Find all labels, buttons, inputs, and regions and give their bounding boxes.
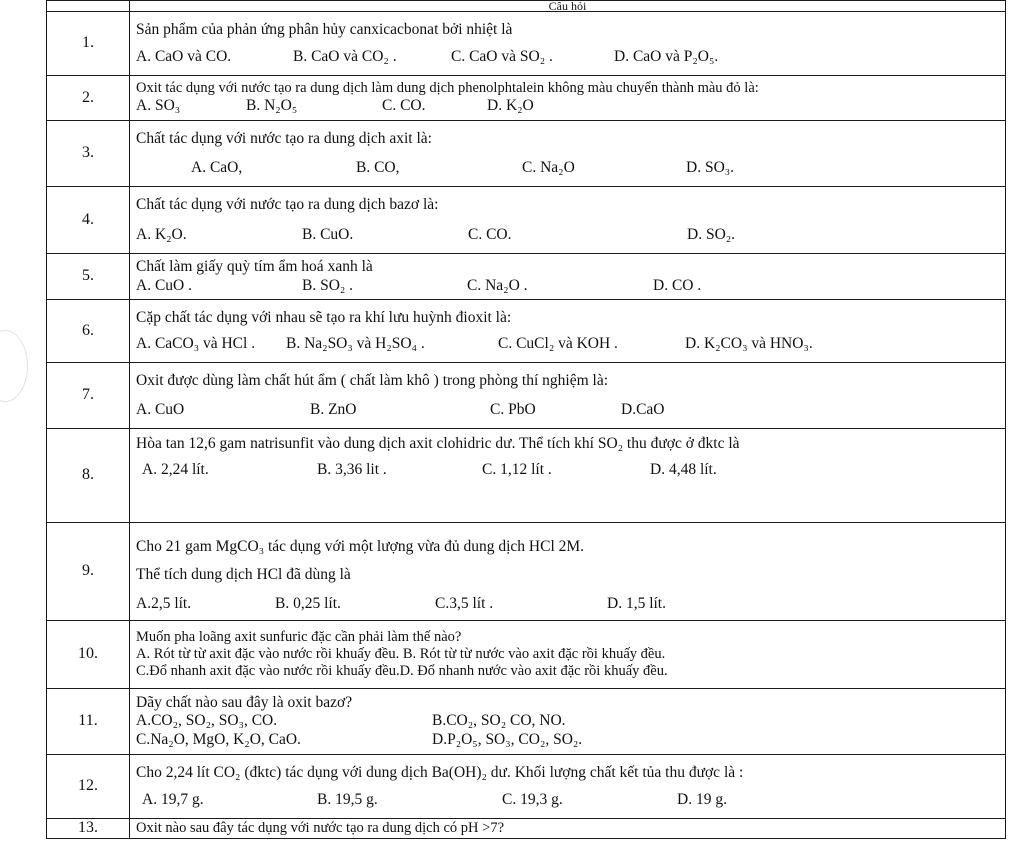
option-b: B. ZnO <box>310 400 357 418</box>
option-c: C. Na₂O <box>522 158 575 176</box>
answer-options <box>136 159 999 177</box>
option-a: A. K₂O. <box>136 225 187 243</box>
question-text: Chất làm giấy quỳ tím ẩm hoá xanh là <box>136 258 373 276</box>
question-row <box>47 523 1006 621</box>
option-c: C. CuCl₂ và KOH . <box>498 335 618 352</box>
question-row <box>47 621 1006 689</box>
question-text: Oxit tác dụng với nước tạo ra dung dịch làm dung dịch phenolphtalein không màu chuyển thành màu đỏ là: <box>136 80 759 97</box>
question-content <box>130 300 1006 363</box>
option-d: D. 1,5 lít. <box>607 594 666 612</box>
question-text: Muốn pha loãng axit sunfuric đặc cần phải làm thế nào? <box>136 628 462 645</box>
question-text: Oxit nào sau đây tác dụng với nước tạo ra dung dịch có pH >7? <box>136 819 505 836</box>
option-d: D. SO₂. <box>687 225 736 243</box>
option-b: B.CO₂, SO₂ CO, NO. <box>432 712 566 730</box>
question-content <box>130 121 1006 187</box>
question-number: 10. <box>47 621 130 689</box>
question-text: A. Rót từ từ axit đặc vào nước rồi khuấy đều. B. Rót từ từ nước vào axit đặc rồi khuấy đều. <box>136 645 666 662</box>
answer-options <box>136 595 999 613</box>
option-d: D. CaO và P₂O₅. <box>614 47 719 65</box>
question-row <box>47 429 1006 523</box>
question-content <box>130 76 1006 121</box>
question-text: Chất tác dụng với nước tạo ra dung dịch axit là: <box>136 130 432 148</box>
option-c: C. CO. <box>468 225 512 243</box>
option-a: A. CaCO₃ và HCl . <box>136 335 256 352</box>
question-number: 11. <box>47 689 130 755</box>
option-a: A. CuO <box>136 400 185 418</box>
option-d: D. 19 g. <box>677 790 727 808</box>
question-text: Sản phẩm của phản ứng phân hủy canxicacbonat bởi nhiệt là <box>136 21 513 39</box>
answer-options <box>136 791 999 809</box>
question-content <box>130 429 1006 523</box>
question-row <box>47 76 1006 121</box>
option-d: D.CaO <box>621 400 665 418</box>
option-a: A.2,5 lít. <box>136 594 192 612</box>
question-number: 3. <box>47 121 130 187</box>
question-text: Cho 21 gam MgCO₃ tác dụng với một lượng vừa đủ dung dịch HCl 2M. <box>136 538 585 556</box>
question-row <box>47 363 1006 429</box>
question-row <box>47 121 1006 187</box>
option-b: B. 19,5 g. <box>317 790 378 808</box>
answer-options <box>136 277 999 295</box>
question-content <box>130 363 1006 429</box>
question-content <box>130 187 1006 254</box>
option-c: C. PbO <box>490 400 536 418</box>
option-c: C. CO. <box>382 97 426 115</box>
question-sheet <box>46 0 1006 856</box>
question-row <box>47 300 1006 363</box>
option-d: D. K₂O <box>487 97 534 115</box>
question-number: 8. <box>47 429 130 523</box>
question-content <box>130 621 1006 689</box>
question-row <box>47 755 1006 819</box>
question-content <box>130 755 1006 819</box>
option-b: B. 3,36 lit . <box>317 461 387 479</box>
question-content <box>130 254 1006 300</box>
answer-options <box>136 461 999 479</box>
option-a: A. CaO, <box>191 158 243 176</box>
answer-options <box>136 712 999 730</box>
question-text: Oxit được dùng làm chất hút ẩm ( chất làm khô ) trong phòng thí nghiệm là: <box>136 372 609 390</box>
option-d: D. 4,48 lít. <box>650 461 717 479</box>
option-d: D. K₂CO₃ và HNO₃. <box>685 335 813 352</box>
question-number: 7. <box>47 363 130 429</box>
option-c: C. 1,12 lít . <box>482 461 552 479</box>
question-number: 5. <box>47 254 130 300</box>
question-row <box>47 819 1006 839</box>
option-c: C. CaO và SO₂ . <box>451 47 553 65</box>
option-b: B. N₂O₅ <box>246 97 298 115</box>
question-number: 1. <box>47 12 130 76</box>
question-content <box>130 819 1006 839</box>
question-text: Hòa tan 12,6 gam natrisunfit vào dung dịch axit clohidric dư. Thể tích khí SO₂ thu được ở đktc là <box>136 435 740 452</box>
option-b: B. 0,25 lít. <box>275 594 341 612</box>
question-row <box>47 187 1006 254</box>
answer-options <box>136 731 999 749</box>
question-number: 9. <box>47 523 130 621</box>
answer-options <box>136 48 999 66</box>
option-b: B. CuO. <box>302 225 354 243</box>
option-c: C.3,5 lít . <box>435 594 494 612</box>
option-d: D. SO₃. <box>686 158 735 176</box>
left-edge-artifact <box>0 330 28 402</box>
question-text: Chất tác dụng với nước tạo ra dung dịch bazơ là: <box>136 196 439 214</box>
answer-options <box>136 335 999 353</box>
option-b: B. CaO và CO₂ . <box>293 47 397 65</box>
option-c: C. 19,3 g. <box>502 790 563 808</box>
option-a: A. CaO và CO. <box>136 47 232 65</box>
option-a: A. CuO . <box>136 276 192 294</box>
question-row <box>47 12 1006 76</box>
option-b: B. CO, <box>356 158 400 176</box>
answer-options <box>136 401 999 419</box>
option-a: A. 2,24 lít. <box>142 461 209 479</box>
answer-options <box>136 226 999 244</box>
question-number: 2. <box>47 76 130 121</box>
question-text: Thể tích dung dịch HCl đã dùng là <box>136 566 351 584</box>
question-text: Cặp chất tác dụng với nhau sẽ tạo ra khí lưu huỳnh đioxit là: <box>136 308 512 326</box>
question-number: 4. <box>47 187 130 254</box>
option-b: B. Na₂SO₃ và H₂SO₄ . <box>286 335 425 352</box>
option-a: A.CO₂, SO₂, SO₃, CO. <box>136 712 278 730</box>
option-a: A. 19,7 g. <box>142 790 204 808</box>
question-text: C.Đổ nhanh axit đặc vào nước rồi khuấy đều.D. Đổ nhanh nước vào axit đặc rồi khuấy đều. <box>136 663 668 680</box>
question-content <box>130 689 1006 755</box>
question-number: 12. <box>47 755 130 819</box>
option-a: A. SO₃ <box>136 97 181 115</box>
option-d: D.P₂O₅, SO₃, CO₂, SO₂. <box>432 730 583 748</box>
question-content <box>130 523 1006 621</box>
question-table <box>46 0 1006 839</box>
question-row <box>47 254 1006 300</box>
table-header-row <box>47 1 1006 12</box>
question-text: Dãy chất nào sau đây là oxit bazơ? <box>136 694 353 712</box>
option-c: C. Na₂O . <box>467 276 528 294</box>
option-b: B. SO₂ . <box>302 276 354 294</box>
answer-options <box>136 97 999 115</box>
option-c: C.Na₂O, MgO, K₂O, CaO. <box>136 730 301 748</box>
header-title: Câu hỏi <box>130 1 1006 12</box>
question-text: Cho 2,24 lít CO₂ (đktc) tác dụng với dung dịch Ba(OH)₂ dư. Khối lượng chất kết tủa thu được là : <box>136 764 744 782</box>
option-d: D. CO . <box>653 276 702 294</box>
question-number: 13. <box>47 819 130 839</box>
question-content <box>130 12 1006 76</box>
question-row <box>47 689 1006 755</box>
question-number: 6. <box>47 300 130 363</box>
